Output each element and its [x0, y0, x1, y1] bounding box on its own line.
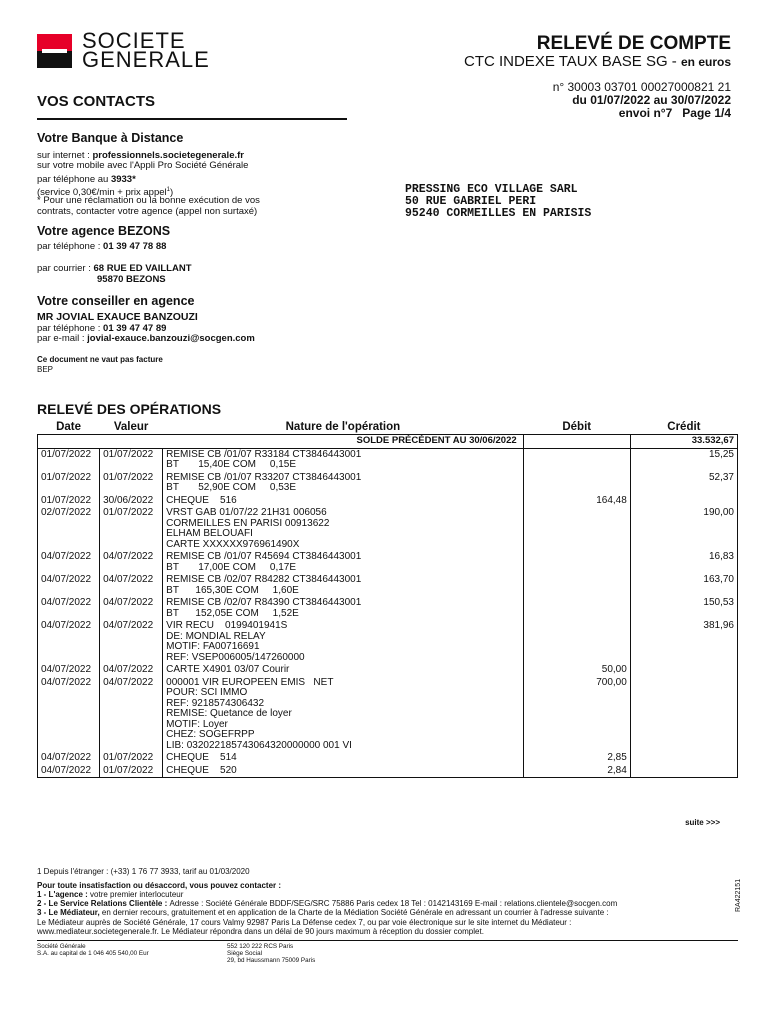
row-nature-line: VRST GAB 01/07/22 21H31 006056 [166, 507, 327, 518]
table-row [38, 664, 738, 677]
footer-divider [37, 940, 738, 941]
row-nature-line: BT 15,40E COM 0,15E [166, 459, 297, 470]
row-credit: 163,70 [630, 574, 737, 597]
table-row [38, 472, 738, 495]
phone-line: par téléphone au 3933* [37, 174, 136, 185]
row-nature-line: DE: MONDIAL RELAY [166, 630, 266, 642]
account-number: n° 30003 03701 00027000821 21 [552, 80, 731, 94]
advisor-email: par e-mail : jovial-exauce.banzouzi@socgen.com [37, 333, 255, 344]
statement-period: du 01/07/2022 au 30/07/2022 [572, 93, 731, 107]
operations-title: RELEVÉ DES OPÉRATIONS [37, 401, 222, 417]
table-row [38, 620, 738, 664]
advisor-email-link[interactable]: jovial-exauce.banzouzi@socgen.com [87, 333, 255, 344]
row-nature [163, 551, 524, 574]
row-nature-line: REMISE CB /01/07 R33207 CT3846443001 [166, 471, 362, 483]
legal-left: Société Générale S.A. au capital de 1 046 405 540,00 Eur [37, 943, 149, 957]
row-nature-line: BT 152,05E COM 1,52E [166, 607, 299, 619]
row-nature [163, 664, 524, 677]
col-nature: Nature de l'opération [163, 420, 524, 435]
row-date: 04/07/2022 [38, 677, 100, 753]
row-nature [163, 574, 524, 597]
table-row [38, 507, 738, 551]
contacts-title: VOS CONTACTS [37, 93, 156, 110]
note-line1: * Pour une réclamation ou la bonne exécution de vos [37, 195, 260, 206]
table-row [38, 597, 738, 620]
operations-table [37, 420, 738, 778]
table-row [38, 551, 738, 574]
row-nature-line: REMISE CB /01/07 R33184 CT3846443001 [166, 448, 362, 460]
internet-line: sur internet : professionnels.societegenerale.fr [37, 150, 244, 161]
row-nature-line: LIB: 032022185743064320000000 001 VI [166, 739, 352, 751]
previous-balance-label: SOLDE PRÉCÉDENT AU 30/06/2022 [38, 435, 524, 449]
row-nature-line: CARTE X4901 03/07 Courir [166, 664, 290, 675]
logo-text-line1: SOCIETE [82, 28, 186, 53]
row-nature-line: ELHAM BELOUAFI [166, 528, 253, 539]
row-nature [163, 472, 524, 495]
previous-balance-row [38, 435, 738, 449]
row-nature-line: MOTIF: Loyer [166, 718, 228, 730]
row-credit [630, 664, 737, 677]
row-valeur: 04/07/2022 [100, 677, 163, 753]
row-nature-line: CHEQUE 520 [166, 764, 237, 776]
remote-bank-title: Votre Banque à Distance [37, 131, 184, 145]
row-nature [163, 495, 524, 508]
row-nature-line: BT 17,00E COM 0,17E [166, 561, 297, 573]
advisor-phone: par téléphone : 01 39 47 47 89 [37, 323, 167, 334]
row-credit: 16,83 [630, 551, 737, 574]
row-nature-line: MOTIF: FA00716691 [166, 641, 260, 652]
row-valeur: 01/07/2022 [100, 507, 163, 551]
col-date: Date [38, 420, 100, 435]
row-debit [523, 620, 630, 664]
row-nature-line: 000001 VIR EUROPEEN EMIS NET [166, 676, 334, 688]
agency-title: Votre agence BEZONS [37, 224, 171, 238]
advisor-name: MR JOVIAL EXAUCE BANZOUZI [37, 311, 198, 323]
row-valeur: 04/07/2022 [100, 664, 163, 677]
row-date: 04/07/2022 [38, 574, 100, 597]
table-row [38, 495, 738, 508]
row-credit: 52,37 [630, 472, 737, 495]
disclaimer: Ce document ne vaut pas facture [37, 355, 163, 364]
agency-mail: par courrier : 68 RUE ED VAILLANT [37, 263, 192, 274]
row-credit: 381,96 [630, 620, 737, 664]
row-debit [523, 507, 630, 551]
row-credit [630, 677, 737, 753]
table-row [38, 677, 738, 753]
row-debit [523, 448, 630, 472]
complaint-intro: Pour toute insatisfaction ou désaccord, vous pouvez contacter : [37, 881, 282, 890]
table-row [38, 574, 738, 597]
row-nature-line: CHEZ: SOGEFRPP [166, 729, 255, 740]
row-nature [163, 752, 524, 765]
internet-link[interactable]: professionnels.societegenerale.fr [92, 150, 244, 161]
logo-text-line2: GENERALE [82, 47, 210, 72]
row-date: 04/07/2022 [38, 765, 100, 778]
row-nature-line: BT 52,90E COM 0,53E [166, 482, 297, 493]
row-valeur: 30/06/2022 [100, 495, 163, 508]
statement-subtitle: CTC INDEXE TAUX BASE SG - en euros [463, 53, 731, 70]
row-nature [163, 597, 524, 620]
table-row [38, 752, 738, 765]
row-valeur: 01/07/2022 [100, 752, 163, 765]
row-date: 04/07/2022 [38, 597, 100, 620]
doc-reference: RA422151 [735, 878, 742, 912]
row-date: 01/07/2022 [38, 495, 100, 508]
row-debit [523, 597, 630, 620]
row-valeur: 04/07/2022 [100, 597, 163, 620]
row-valeur: 04/07/2022 [100, 551, 163, 574]
row-debit [523, 472, 630, 495]
row-nature-line: CHEQUE 514 [166, 752, 237, 763]
row-date: 04/07/2022 [38, 620, 100, 664]
row-nature [163, 507, 524, 551]
row-valeur: 04/07/2022 [100, 574, 163, 597]
row-credit: 150,53 [630, 597, 737, 620]
row-nature-line: BT 165,30E COM 1,60E [166, 584, 299, 596]
row-debit [523, 574, 630, 597]
logo-icon [37, 34, 72, 68]
row-debit [523, 551, 630, 574]
legal-mid: 552 120 222 RCS Paris Siège Social 29, bd Haussmann 75009 Paris [227, 943, 316, 964]
row-valeur: 01/07/2022 [100, 472, 163, 495]
row-nature-line: REMISE: Quetance de loyer [166, 708, 292, 719]
row-valeur: 01/07/2022 [100, 765, 163, 778]
row-valeur: 01/07/2022 [100, 448, 163, 472]
row-credit [630, 765, 737, 778]
agency-addr2: 95870 BEZONS [97, 274, 166, 285]
row-debit: 164,48 [523, 495, 630, 508]
row-nature-line: REMISE CB /02/07 R84390 CT3846443001 [166, 597, 362, 608]
row-debit: 700,00 [523, 677, 630, 753]
row-date: 04/07/2022 [38, 664, 100, 677]
row-date: 04/07/2022 [38, 752, 100, 765]
table-row [38, 448, 738, 472]
row-credit: 15,25 [630, 448, 737, 472]
table-row [38, 765, 738, 778]
col-credit: Crédit [630, 420, 737, 435]
complaint-item3: 3 - Le Médiateur, en dernier recours, gratuitement et en application de la Charte de la Médiation Société Générale en adressant un courrier à l'adresse suivante : [37, 908, 609, 917]
row-nature-line: VIR RECU 0199401941S [166, 620, 288, 631]
row-credit [630, 495, 737, 508]
row-credit: 190,00 [630, 507, 737, 551]
row-nature-line: REMISE CB /02/07 R84282 CT3846443001 [166, 574, 362, 585]
row-date: 04/07/2022 [38, 551, 100, 574]
doc-code: BEP [37, 365, 54, 374]
row-valeur: 04/07/2022 [100, 620, 163, 664]
row-debit: 50,00 [523, 664, 630, 677]
row-nature [163, 448, 524, 472]
row-nature [163, 620, 524, 664]
row-nature-line: CARTE XXXXXX976961490X [166, 538, 300, 550]
complaint-item1: 1 - L'agence : votre premier interlocuteur [37, 890, 184, 899]
row-date: 02/07/2022 [38, 507, 100, 551]
row-date: 01/07/2022 [38, 448, 100, 472]
mediator-line2: Le Médiateur auprès de Société Générale, 17 cours Valmy 92987 Paris La Défense cedex 7, ou par voie électronique sur le site internet du Médiateur : [37, 918, 572, 927]
row-nature-line: CHEQUE 516 [166, 494, 237, 506]
row-nature-line: CORMEILLES EN PARISI 00913622 [166, 517, 330, 529]
row-nature [163, 677, 524, 753]
mediator-line3: www.mediateur.societegenerale.fr. Le Médiateur répondra dans un délai de 90 jours maximum à réception du dossier complet. [37, 927, 484, 936]
continued-label: suite >>> [685, 818, 720, 827]
row-nature-line: REF: VSEP006005/147260000 [166, 651, 305, 663]
complaint-item2: 2 - Le Service Relations Clientèle : Adresse : Société Générale BDDF/SEG/SRC 75886 Paris cedex 18 Tel : 0142143169 E-mail : relations.clientele@socgen.com [37, 899, 618, 908]
row-nature [163, 765, 524, 778]
previous-balance-value: 33.532,67 [630, 435, 737, 449]
col-debit: Débit [523, 420, 630, 435]
recipient-address: PRESSING ECO VILLAGE SARL 50 RUE GABRIEL PERI 95240 CORMEILLES EN PARISIS [405, 183, 592, 220]
row-nature-line: REF: 9218574306432 [166, 697, 265, 709]
mobile-line: sur votre mobile avec l'Appli Pro Société Générale [37, 160, 249, 171]
row-credit [630, 752, 737, 765]
footnote: 1 Depuis l'étranger : (+33) 1 76 77 3933, tarif au 01/03/2020 [37, 867, 250, 876]
row-nature-line: POUR: SCI IMMO [166, 687, 248, 698]
row-date: 01/07/2022 [38, 472, 100, 495]
statement-title: RELEVÉ DE COMPTE [536, 33, 731, 54]
envoi-page: envoi n°7 Page 1/4 [618, 106, 731, 120]
row-debit: 2,84 [523, 765, 630, 778]
divider [37, 118, 347, 120]
row-nature-line: REMISE CB /01/07 R45694 CT3846443001 [166, 551, 362, 562]
advisor-title: Votre conseiller en agence [37, 294, 195, 308]
agency-phone: par téléphone : 01 39 47 78 88 [37, 241, 167, 252]
note-line2: contrats, contacter votre agence (appel non surtaxé) [37, 206, 258, 217]
phone-cost: (service 0,30€/min + prix appel$^1$) [37, 187, 174, 199]
row-debit: 2,85 [523, 752, 630, 765]
col-valeur: Valeur [100, 420, 163, 435]
